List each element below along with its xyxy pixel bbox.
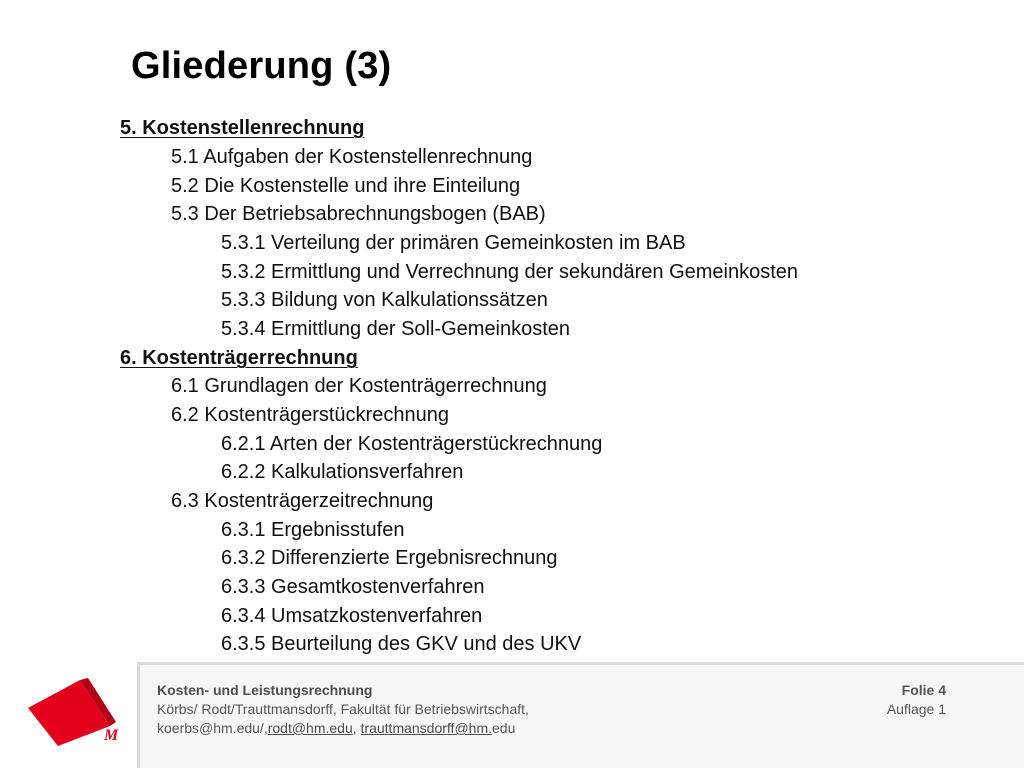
slide-number: Folie 4 [901,682,946,698]
outline-item: 5.3.1 Verteilung der primären Gemeinkosten im BAB [221,232,686,254]
footer-authors: Körbs/ Rodt/Trauttmansdorff, Fakultät für Betriebswirtschaft, [157,701,529,717]
course-title: Kosten- und Leistungsrechnung [157,682,373,698]
outline-item: 6.1 Grundlagen der Kostenträgerrechnung [171,375,547,397]
footer-slide-info [887,681,946,719]
outline-item: 5.3.4 Ermittlung der Soll-Gemeinkosten [221,318,571,340]
outline-item: 6.2.1 Arten der Kostenträgerstückrechnung [221,433,603,455]
outline-item: 6. Kostenträgerrechnung [120,347,358,369]
outline-item: 5.2 Die Kostenstelle und ihre Einteilung [171,175,521,197]
email-tail: edu [492,720,516,736]
footer-info [157,681,529,738]
footer-contacts [157,719,529,738]
slide-title: Gliederung (3) [131,45,392,87]
outline-item: 6.2 Kostenträgerstückrechnung [171,404,449,426]
outline-item: 6.3.1 Ergebnisstufen [221,519,405,541]
outline-item: 6.3.3 Gesamtkostenverfahren [221,576,485,598]
email-koerbs: koerbs@hm.edu/, [157,720,268,736]
edition: Auflage 1 [886,701,946,717]
email-separator: , [352,720,357,736]
outline-item: 6.3.5 Beurteilung des GKV und des UKV [221,633,582,655]
outline-item: 5.1 Aufgaben der Kostenstellenrechnung [171,146,533,168]
outline-item: 5.3.2 Ermittlung und Verrechnung der sekundären Gemeinkosten [221,261,799,283]
logo-letter: M [104,727,119,744]
email-rodt-link[interactable]: rodt@hm.edu [267,720,353,736]
outline-item: 5. Kostenstellenrechnung [120,117,365,139]
outline-item: 6.2.2 Kalkulationsverfahren [221,461,464,483]
email-trauttmansdorff-link[interactable]: trauttmansdorff@hm. [360,720,492,736]
outline-item: 6.3 Kostenträgerzeitrechnung [171,490,434,512]
outline-item: 5.3.3 Bildung von Kalkulationssätzen [221,289,548,311]
outline-item: 6.3.4 Umsatzkostenverfahren [221,605,483,627]
outline-item: 6.3.2 Differenzierte Ergebnisrechnung [221,547,558,569]
hm-logo-icon [18,668,133,748]
outline-item: 5.3 Der Betriebsabrechnungsbogen (BAB) [171,203,546,225]
